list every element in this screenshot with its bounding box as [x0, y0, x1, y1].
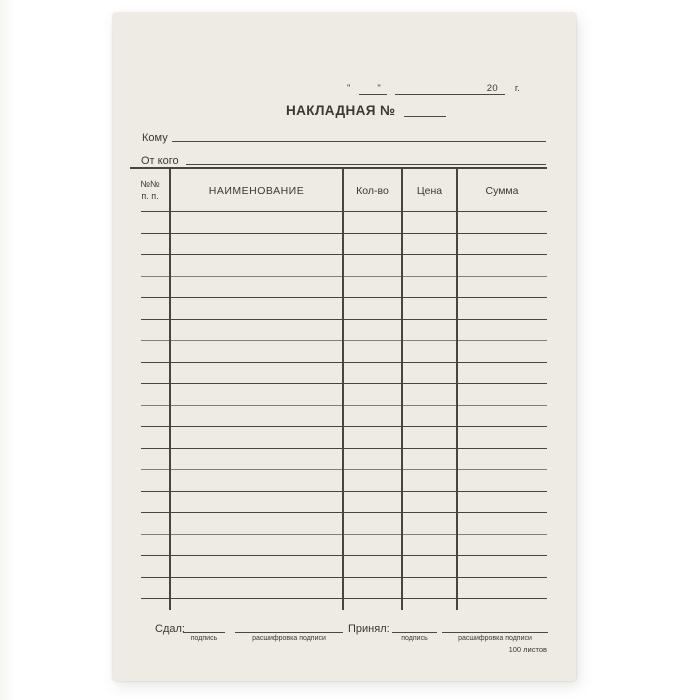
- column-divider-4: [456, 167, 458, 610]
- gave-signature-blank: [183, 632, 225, 633]
- table-row: [141, 427, 547, 449]
- from-field-blank: [186, 164, 546, 165]
- table-row: [141, 363, 547, 385]
- table-row: [141, 449, 547, 471]
- gave-name-blank: [235, 632, 343, 633]
- received-name-caption: расшифровка подписи: [458, 635, 532, 642]
- received-name-blank: [442, 632, 548, 633]
- table-row: [141, 470, 547, 492]
- table-row: [141, 556, 547, 578]
- from-field-label: От кого: [141, 155, 179, 167]
- column-divider-3: [401, 167, 403, 610]
- waybill-number-blank: [404, 105, 446, 117]
- table-row: [141, 212, 547, 234]
- date-open-quote: ": [347, 83, 351, 94]
- table-row: [141, 298, 547, 320]
- table-row: [141, 406, 547, 428]
- gave-label: Сдал:: [155, 623, 185, 635]
- table-row: [141, 234, 547, 256]
- date-year-prefix: 20: [487, 83, 505, 95]
- items-table-header: [130, 167, 547, 212]
- received-label: Принял:: [348, 623, 390, 635]
- column-header-number-line2: п. п.: [141, 190, 159, 201]
- date-day-blank: [359, 83, 387, 95]
- gave-name-caption: расшифровка подписи: [252, 635, 326, 642]
- gave-signature-caption: подпись: [190, 635, 218, 642]
- table-row: [141, 255, 547, 277]
- column-header-price: Цена: [416, 184, 443, 197]
- date-line: [347, 83, 520, 95]
- to-field-blank: [172, 141, 546, 142]
- column-header-sum: Сумма: [485, 184, 519, 197]
- waybill-form-sheet: [113, 13, 576, 681]
- items-table: [130, 167, 547, 599]
- table-row: [141, 513, 547, 535]
- column-header-name: НАИМЕНОВАНИЕ: [208, 184, 305, 197]
- column-header-quantity: Кол-во: [356, 184, 389, 197]
- date-month-blank: [395, 83, 487, 95]
- table-row: [141, 341, 547, 363]
- to-field-label: Кому: [142, 132, 168, 144]
- form-title: НАКЛАДНАЯ №: [286, 103, 396, 118]
- date-era-label: г.: [514, 83, 520, 94]
- table-row: [141, 492, 547, 514]
- table-row: [141, 320, 547, 342]
- table-row: [141, 384, 547, 406]
- column-divider-1: [169, 167, 171, 610]
- column-header-number: [130, 179, 170, 202]
- received-signature-caption: подпись: [401, 635, 428, 642]
- items-table-body: [130, 212, 547, 599]
- received-signature-blank: [392, 632, 437, 633]
- column-divider-2: [342, 167, 344, 610]
- sheets-count-note: 100 листов: [508, 645, 547, 654]
- date-close-quote: ": [377, 83, 381, 94]
- column-header-number-line1: №№: [140, 179, 160, 190]
- table-row: [141, 277, 547, 299]
- table-row: [141, 535, 547, 557]
- table-row: [141, 578, 547, 600]
